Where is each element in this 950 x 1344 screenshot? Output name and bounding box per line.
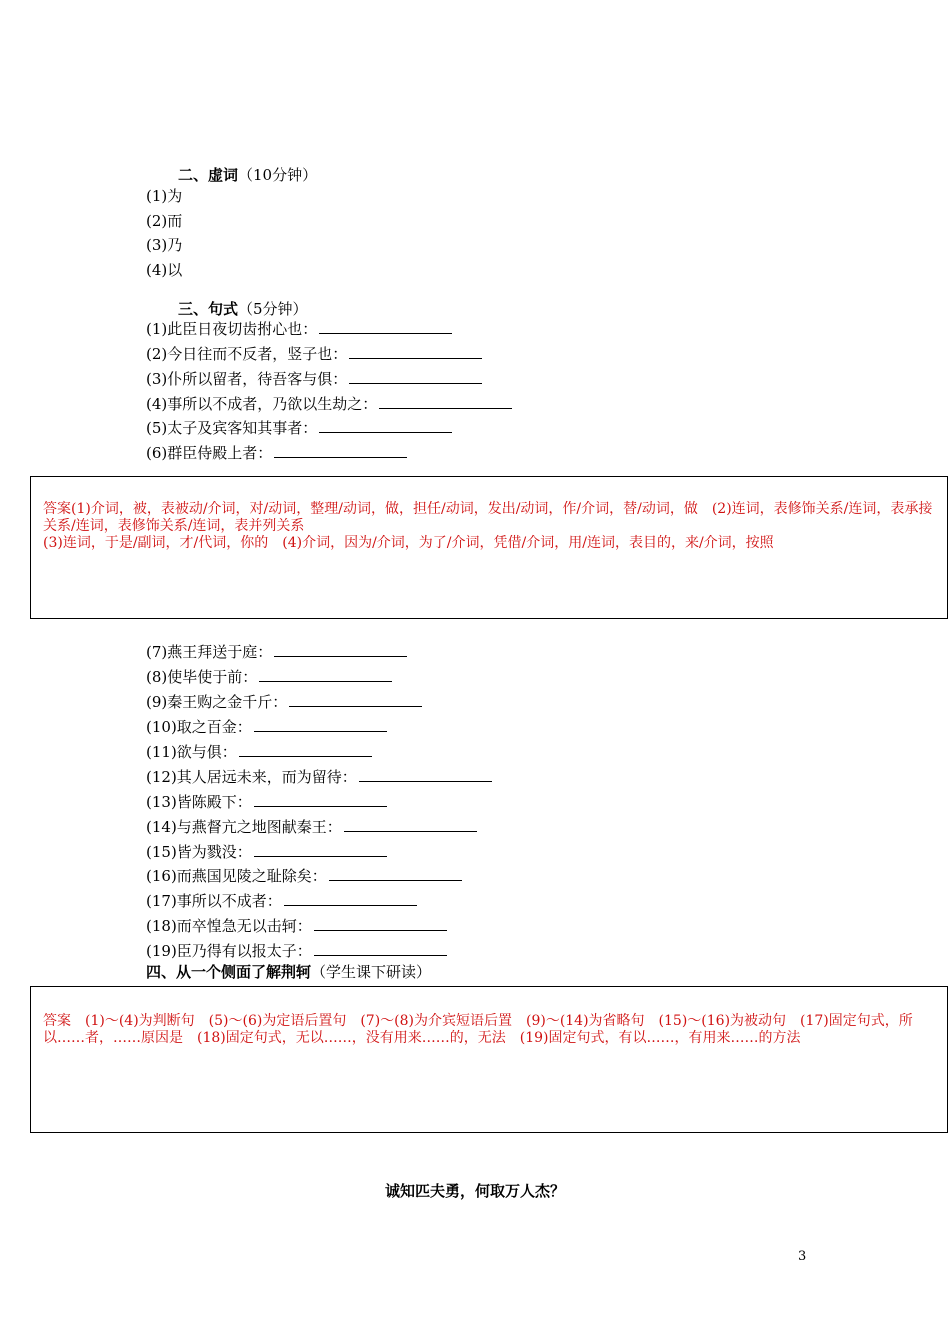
sentence-item xyxy=(146,891,417,911)
sentence-text: (7)燕王拜送于庭： xyxy=(146,643,273,661)
sentence-item xyxy=(146,443,407,463)
sentence-item xyxy=(146,742,372,762)
section4-heading xyxy=(146,961,431,982)
sentence-item xyxy=(146,866,462,886)
answer-blank[interactable] xyxy=(274,443,407,458)
answer-blank[interactable] xyxy=(319,418,452,433)
answer-blank[interactable] xyxy=(274,642,407,657)
sentence-text: (9)秦王购之金千斤： xyxy=(146,693,288,711)
section2-heading xyxy=(178,164,317,185)
sentence-text: (16)而燕国见陵之耻除矣： xyxy=(146,867,327,885)
sentence-item xyxy=(146,941,447,961)
sentence-text: (17)事所以不成者： xyxy=(146,892,282,910)
sentence-item xyxy=(146,842,387,862)
answer-blank[interactable] xyxy=(259,667,392,682)
sentence-item xyxy=(146,369,482,389)
sentence-text: (18)而卒惶急无以击轲： xyxy=(146,917,312,935)
sentence-text: (14)与燕督亢之地图献秦王： xyxy=(146,818,342,836)
answer-blank[interactable] xyxy=(254,842,387,857)
motto: 诚知匹夫勇，何取万人杰？ xyxy=(384,1182,565,1200)
sentence-text: (1)此臣日夜切齿拊心也： xyxy=(146,320,318,338)
sentence-text: (10)取之百金： xyxy=(146,718,252,736)
page-number: 3 xyxy=(798,1249,807,1264)
sentence-text: (4)事所以不成者，乃欲以生劫之： xyxy=(146,395,378,413)
section4-title: 四、从一个侧面了解荆轲 xyxy=(146,963,312,981)
sentence-text: (11)欲与俱： xyxy=(146,743,237,761)
list-item: (1)为 xyxy=(146,187,183,205)
sentence-item xyxy=(146,916,447,936)
answer-text: (3)连词，于是/副词，才/代词，你的 (4)介词，因为/介词，为了/介词，凭借/介词，用/连词，表目的，来/介词，按照 xyxy=(43,535,774,551)
sentence-text: (2)今日往而不反者，竖子也： xyxy=(146,345,348,363)
sentence-text: (19)臣乃得有以报太子： xyxy=(146,942,312,960)
sentence-text: (12)其人居远未来，而为留待： xyxy=(146,768,357,786)
answer-blank[interactable] xyxy=(314,941,447,956)
answer-box-2 xyxy=(30,986,948,1133)
answer-blank[interactable] xyxy=(344,817,477,832)
sentence-text: (13)皆陈殿下： xyxy=(146,793,252,811)
section3-title: 三、句式 xyxy=(178,300,239,318)
sentence-item xyxy=(146,717,387,737)
answer-text: 答案(1)介词，被，表被动/介词，对/动词，整理/动词，做，担任/动词，发出/动词，作/介词，替/动词，做 (2)连词，表修饰关系/连词，表承接关系/连词，表修饰关系/连词，表并列关系 xyxy=(43,501,933,534)
answer-blank[interactable] xyxy=(349,369,482,384)
answer-box-1 xyxy=(30,476,948,619)
answer-blank[interactable] xyxy=(379,394,512,409)
answer-text: 答案 (1)～(4)为判断句 (5)～(6)为定语后置句 (7)～(8)为介宾短语后置 (9)～(14)为省略句 (15)～(16)为被动句 (17)固定句式，所以……者，……原因是 (18)固定句式，无以……，没有用来……的，无法 (19)固定句式，有以……，有用来……的方法 xyxy=(43,1013,913,1046)
answer-blank[interactable] xyxy=(359,767,492,782)
sentence-text: (15)皆为戮没： xyxy=(146,843,252,861)
sentence-text: (8)使毕使于前： xyxy=(146,668,258,686)
answer-blank[interactable] xyxy=(254,792,387,807)
answer-blank[interactable] xyxy=(319,319,452,334)
sentence-text: (5)太子及宾客知其事者： xyxy=(146,419,318,437)
sentence-item xyxy=(146,394,512,414)
sentence-item xyxy=(146,344,482,364)
sentence-item xyxy=(146,767,492,787)
answer-blank[interactable] xyxy=(289,692,422,707)
answer-blank[interactable] xyxy=(254,717,387,732)
sentence-item xyxy=(146,667,392,687)
sentence-item xyxy=(146,642,407,662)
answer-blank[interactable] xyxy=(314,916,447,931)
section3-note: （5分钟） xyxy=(238,300,308,318)
sentence-item xyxy=(146,319,452,339)
sentence-item xyxy=(146,792,387,812)
list-item: (3)乃 xyxy=(146,236,183,254)
section4-note: （学生课下研读） xyxy=(311,963,432,981)
sentence-item xyxy=(146,817,477,837)
sentence-text: (6)群臣侍殿上者： xyxy=(146,444,273,462)
section2-title: 二、虚词 xyxy=(178,166,239,184)
answer-blank[interactable] xyxy=(329,866,462,881)
sentence-item xyxy=(146,418,452,438)
list-item: (4)以 xyxy=(146,261,183,279)
answer-blank[interactable] xyxy=(349,344,482,359)
sentence-text: (3)仆所以留者，待吾客与俱： xyxy=(146,370,348,388)
answer-blank[interactable] xyxy=(239,742,372,757)
list-item: (2)而 xyxy=(146,212,183,230)
section3-heading xyxy=(178,298,308,319)
section2-note: （10分钟） xyxy=(238,166,318,184)
sentence-item xyxy=(146,692,422,712)
answer-blank[interactable] xyxy=(284,891,417,906)
